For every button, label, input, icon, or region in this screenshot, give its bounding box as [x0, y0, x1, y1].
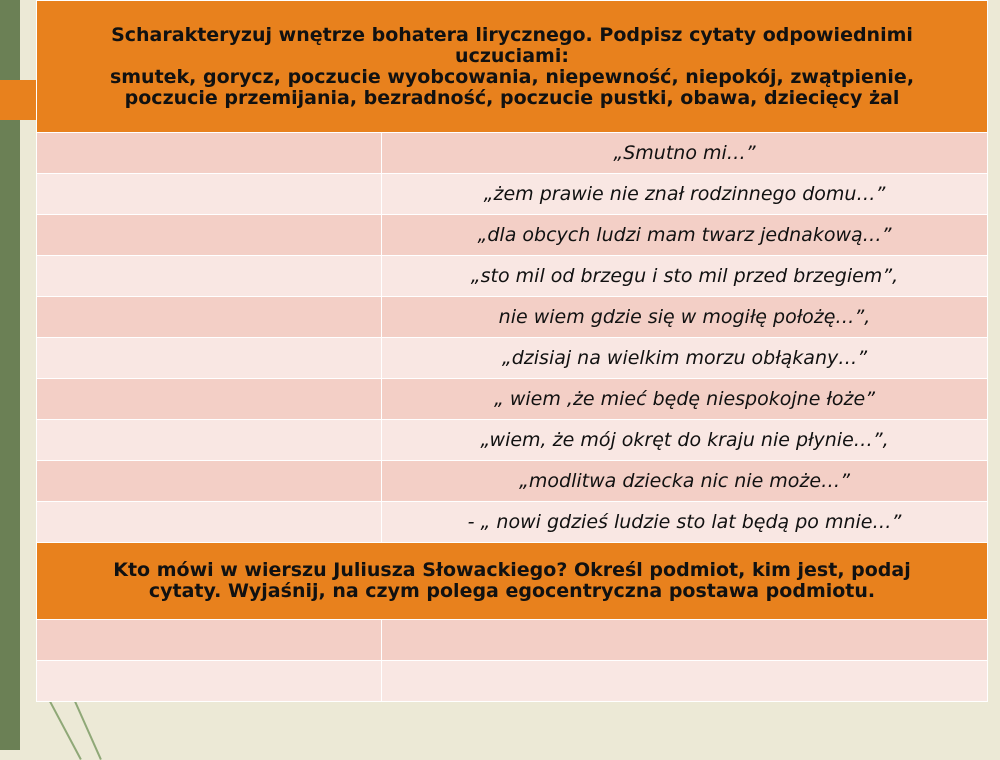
quote-cell: „ wiem ,że mieć będę niespokojne łoże” [382, 379, 988, 420]
task1-title-line1: Scharakteryzuj wnętrze bohatera lirycznego. Podpisz cytaty odpowiednimi [111, 23, 913, 46]
quote-row [37, 174, 988, 215]
feeling-answer-cell[interactable] [37, 133, 382, 174]
feeling-answer-cell[interactable] [37, 174, 382, 215]
answer-row [37, 661, 988, 702]
quote-cell: „żem prawie nie znał rodzinnego domu…” [382, 174, 988, 215]
quote-row [37, 256, 988, 297]
quote-cell: „Smutno mi…” [382, 133, 988, 174]
quote-row [37, 502, 988, 543]
answer-cell[interactable] [382, 661, 988, 702]
quote-cell: „dzisiaj na wielkim morzu obłąkany…” [382, 338, 988, 379]
quote-cell: „dla obcych ludzi mam twarz jednakową…” [382, 215, 988, 256]
quote-row [37, 297, 988, 338]
quote-cell: - „ nowi gdzieś ludzie sto lat będą po mnie…” [382, 502, 988, 543]
feelings-list-line2: poczucie przemijania, bezradność, poczucie pustki, obawa, dziecięcy żal [124, 86, 900, 109]
feeling-answer-cell[interactable] [37, 461, 382, 502]
task1-header [37, 1, 988, 133]
quote-cell: „wiem, że mój okręt do kraju nie płynie…”, [382, 420, 988, 461]
quote-row [37, 133, 988, 174]
task2-header [37, 543, 988, 620]
quote-cell: „modlitwa dziecka nic nie może…” [382, 461, 988, 502]
quote-row [37, 215, 988, 256]
quote-cell: nie wiem gdzie się w mogiłę położę…”, [382, 297, 988, 338]
task1-title-line2: uczuciami: [455, 44, 569, 67]
quote-row [37, 420, 988, 461]
quote-row [37, 379, 988, 420]
answer-row [37, 620, 988, 661]
answer-cell[interactable] [37, 661, 382, 702]
slide-accent-tab [0, 80, 36, 120]
feeling-answer-cell[interactable] [37, 502, 382, 543]
answer-cell[interactable] [37, 620, 382, 661]
feeling-answer-cell[interactable] [37, 379, 382, 420]
task2-line2: cytaty. Wyjaśnij, na czym polega egocentryczna postawa podmiotu. [148, 580, 876, 602]
answer-cell[interactable] [382, 620, 988, 661]
feeling-answer-cell[interactable] [37, 215, 382, 256]
feeling-answer-cell[interactable] [37, 256, 382, 297]
feelings-list-line1: smutek, gorycz, poczucie wyobcowania, niepewność, niepokój, zwątpienie, [109, 65, 915, 88]
quote-row [37, 461, 988, 502]
task2-line1: Kto mówi w wierszu Juliusza Słowackiego? Określ podmiot, kim jest, podaj [113, 559, 911, 581]
feeling-answer-cell[interactable] [37, 338, 382, 379]
quote-row [37, 338, 988, 379]
task2-header-row [37, 543, 988, 620]
worksheet-table [36, 0, 988, 702]
quote-cell: „sto mil od brzegu i sto mil przed brzegiem”, [382, 256, 988, 297]
task1-header-row [37, 1, 988, 133]
feeling-answer-cell[interactable] [37, 297, 382, 338]
feeling-answer-cell[interactable] [37, 420, 382, 461]
